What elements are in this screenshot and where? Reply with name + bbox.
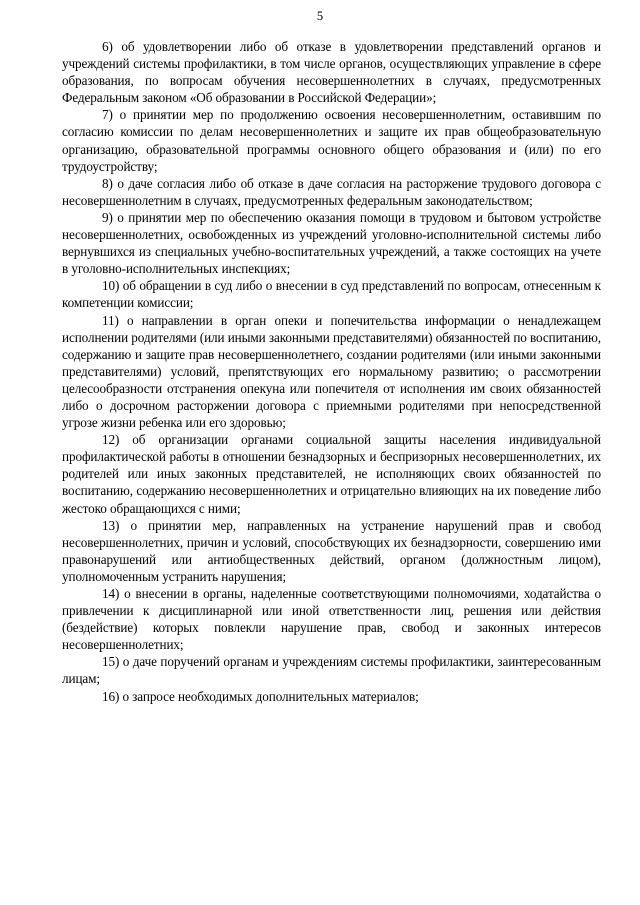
paragraph-item-14: 14) о внесении в органы, наделенные соответствующими полномочиями, ходатайства о привлечении к дисциплинарной или иной ответственности лиц, решения или действия (бездействие) которых повлекли нарушение прав, свобод и законных интересов несовершеннолетних; [62, 586, 601, 653]
paragraph-item-16: 16) о запросе необходимых дополнительных материалов; [102, 688, 419, 704]
document-body [62, 38, 601, 705]
paragraph-item-10: 10) об обращении в суд либо о внесении в суд представлений по вопросам, отнесенным к компетенции комиссии; [62, 278, 601, 311]
paragraph-item-6: 6) об удовлетворении либо об отказе в удовлетворении представлений органов и учреждений системы профилактики, в том числе органов, осуществляющих управление в сфере образования, по вопросам обучения несовершеннолетних в случаях, предусмотренных Федеральным законом «Об образовании в Российской Федерации»; [62, 39, 601, 106]
paragraph-item-9: 9) о принятии мер по обеспечению оказания помощи в трудовом и бытовом устройстве несовершеннолетних, освобожденных из учреждений уголовно-исполнительной системы либо вернувшихся из специальных учебно-воспитательных учреждений, а также состоящих на учете в уголовно-исполнительных инспекциях; [62, 209, 601, 277]
paragraph-item-11: 11) о направлении в орган опеки и попечительства информации о ненадлежащем исполнении родителями (или иными законными представителями) обязанностей по воспитанию, содержанию и защите прав несовершеннолетнего, создании родителями (или иными законными представителями) условий, препятствующих его нормальному развитию; о рассмотрении целесообразности отстранения опекуна или попечителя от исполнения им своих обязанностей либо о досрочном расторжении договора с приемными родителями при непосредственной угрозе жизни ребенка или его здоровью; [62, 312, 601, 431]
paragraph-item-12: 12) об организации органами социальной защиты населения индивидуальной профилактической работы в отношении безнадзорных и беспризорных несовершеннолетних, их родителей или иных законных представителей, не исполняющих своих обязанностей по воспитанию, содержанию несовершеннолетних и отрицательно влияющих на их поведение либо жестоко обращающихся с ними; [62, 432, 601, 516]
paragraph-item-15: 15) о даче поручений органам и учреждениям системы профилактики, заинтересованным лицам; [62, 654, 601, 687]
page-number: 5 [316, 9, 324, 23]
paragraph-item-8: 8) о даче согласия либо об отказе в даче согласия на расторжение трудового договора с несовершеннолетним в случаях, предусмотренных федеральным законодательством; [62, 175, 601, 208]
paragraph-item-13: 13) о принятии мер, направленных на устранение нарушений прав и свобод несовершеннолетних, причин и условий, способствующих их безнадзорности, совершению ими правонарушений или антиобщественных действий, органом (должностным лицом), уполномоченным устранить нарушения; [62, 517, 601, 584]
paragraph-item-7: 7) о принятии мер по продолжению освоения несовершеннолетним, оставившим по согласию комиссии по делам несовершеннолетних и защите их прав общеобразовательную организацию, образовательной программы основного общего образования и (или) по его трудоустройству; [62, 107, 601, 174]
